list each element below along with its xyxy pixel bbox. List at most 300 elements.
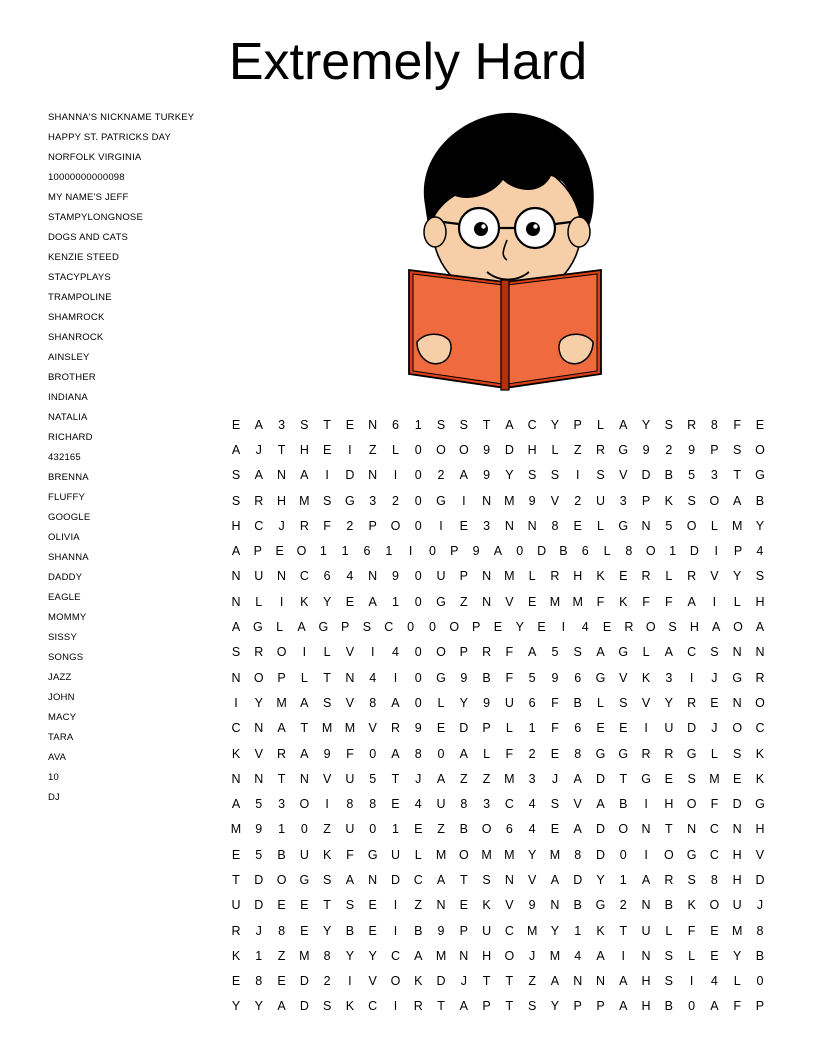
grid-cell: O: [299, 797, 310, 812]
grid-cell: Z: [437, 822, 445, 837]
grid-cell: I: [393, 898, 398, 913]
grid-cell: M: [321, 721, 333, 736]
grid-cell: 3: [619, 493, 627, 508]
grid-cell: I: [325, 468, 329, 483]
grid-cell: O: [276, 645, 287, 660]
grid-cell: A: [527, 645, 537, 660]
grid-cell: T: [391, 771, 400, 786]
grid-cell: O: [709, 898, 720, 913]
grid-cell: 0: [414, 518, 422, 533]
grid-cell: O: [618, 822, 629, 837]
grid-cell: L: [665, 923, 673, 938]
grid-cell: O: [436, 442, 446, 457]
grid-cell: C: [504, 797, 514, 812]
grid-cell: Y: [641, 417, 651, 432]
grid-cell: S: [664, 974, 674, 989]
grid-cell: 8: [414, 746, 422, 761]
word-list-item: SONGS: [48, 652, 84, 663]
grid-cell: C: [687, 645, 697, 660]
grid-cell: R: [641, 569, 651, 584]
grid-cell: 9: [642, 442, 650, 457]
grid-cell: V: [619, 468, 628, 483]
grid-cell: B: [755, 948, 765, 963]
grid-cell: E: [277, 898, 286, 913]
grid-cell: E: [322, 442, 332, 457]
grid-cell: O: [436, 645, 446, 660]
grid-cell: A: [619, 417, 628, 432]
grid-cell: 0: [414, 645, 422, 660]
word-list-item: TRAMPOLINE: [48, 292, 112, 303]
grid-cell: V: [641, 695, 651, 710]
grid-cell: E: [664, 771, 674, 786]
grid-cell: A: [231, 442, 241, 457]
word-list-item: STACYPLAYS: [48, 272, 111, 283]
grid-row: [228, 994, 768, 1019]
word-list-item: SHAMROCK: [48, 312, 105, 323]
grid-cell: F: [346, 746, 354, 761]
grid-cell: C: [413, 872, 423, 887]
grid-row: [228, 488, 768, 513]
grid-cell: 1: [619, 872, 627, 887]
grid-cell: M: [549, 594, 561, 609]
grid-cell: Z: [482, 771, 491, 786]
grid-cell: I: [393, 923, 398, 938]
grid-cell: S: [550, 797, 560, 812]
grid-cell: E: [550, 822, 560, 837]
grid-cell: 1: [391, 822, 399, 837]
grid-row: [228, 463, 768, 488]
grid-cell: 0: [369, 822, 377, 837]
grid-cell: 5: [255, 797, 263, 812]
grid-cell: P: [573, 417, 582, 432]
grid-cell: A: [297, 620, 306, 635]
word-list-item: DOGS AND CATS: [48, 232, 129, 243]
grid-cell: A: [550, 872, 560, 887]
grid-cell: L: [710, 746, 718, 761]
grid-cell: N: [277, 569, 287, 584]
grid-cell: T: [459, 872, 468, 887]
grid-cell: K: [687, 898, 696, 913]
grid-cell: N: [368, 468, 378, 483]
word-list-item: BRENNA: [48, 472, 89, 483]
grid-cell: 1: [341, 544, 349, 559]
word-list-item: 432165: [48, 452, 81, 463]
grid-cell: F: [642, 594, 650, 609]
grid-cell: D: [436, 974, 446, 989]
grid-cell: 0: [414, 594, 422, 609]
grid-cell: 1: [669, 544, 677, 559]
grid-cell: L: [642, 645, 650, 660]
grid-cell: N: [504, 518, 514, 533]
grid-cell: S: [664, 417, 674, 432]
grid-cell: E: [459, 518, 468, 533]
grid-cell: 2: [391, 493, 399, 508]
word-list-item: MOMMY: [48, 612, 87, 623]
grid-cell: U: [595, 493, 606, 508]
grid-cell: G: [318, 620, 329, 635]
grid-cell: A: [300, 695, 309, 710]
grid-cell: F: [733, 999, 741, 1014]
grid-cell: A: [712, 620, 721, 635]
grid-cell: 9: [437, 923, 445, 938]
grid-cell: L: [597, 417, 604, 432]
grid-cell: 3: [483, 797, 491, 812]
grid-row: [228, 614, 768, 639]
grid-cell: M: [549, 847, 561, 862]
grid-cell: S: [231, 645, 241, 660]
grid-cell: I: [462, 493, 466, 508]
grid-cell: 9: [414, 721, 422, 736]
grid-cell: S: [687, 493, 696, 508]
grid-cell: B: [414, 923, 423, 938]
grid-cell: I: [370, 645, 375, 660]
grid-cell: C: [709, 847, 719, 862]
grid-cell: C: [390, 948, 400, 963]
grid-cell: Y: [550, 417, 560, 432]
grid-cell: L: [733, 594, 741, 609]
grid-cell: B: [755, 493, 765, 508]
grid-cell: O: [686, 518, 697, 533]
grid-cell: J: [711, 670, 718, 685]
grid-cell: T: [437, 999, 445, 1014]
grid-cell: 3: [710, 468, 718, 483]
grid-cell: O: [663, 847, 674, 862]
grid-cell: 8: [369, 695, 377, 710]
grid-cell: 4: [528, 822, 536, 837]
grid-cell: E: [710, 948, 719, 963]
grid-cell: L: [603, 544, 611, 559]
grid-cell: Y: [755, 518, 765, 533]
grid-cell: L: [276, 620, 284, 635]
grid-cell: S: [733, 746, 742, 761]
grid-cell: U: [641, 923, 651, 938]
word-list-item: DJ: [48, 792, 61, 803]
grid-cell: 2: [574, 493, 582, 508]
grid-row: [228, 640, 768, 665]
grid-cell: R: [664, 872, 674, 887]
word-list-item: AINSLEY: [48, 352, 90, 363]
grid-cell: S: [573, 645, 582, 660]
grid-cell: I: [393, 999, 398, 1014]
grid-cell: E: [710, 695, 719, 710]
grid-cell: V: [322, 771, 332, 786]
grid-cell: F: [551, 721, 559, 736]
grid-cell: S: [459, 417, 468, 432]
grid-cell: F: [710, 797, 719, 812]
grid-cell: N: [299, 771, 309, 786]
grid-cell: T: [300, 721, 309, 736]
grid-cell: U: [390, 847, 400, 862]
grid-cell: S: [619, 695, 628, 710]
grid-cell: 6: [581, 544, 589, 559]
grid-cell: 6: [323, 569, 331, 584]
grid-cell: A: [573, 822, 582, 837]
grid-cell: I: [575, 468, 580, 483]
grid-cell: E: [231, 974, 241, 989]
grid-cell: A: [459, 468, 468, 483]
grid-cell: H: [573, 569, 583, 584]
grid-cell: A: [596, 948, 605, 963]
grid-cell: S: [687, 771, 696, 786]
grid-cell: E: [231, 417, 241, 432]
grid-cell: J: [460, 974, 467, 989]
grid-cell: H: [482, 948, 492, 963]
grid-cell: G: [618, 645, 629, 660]
grid-cell: 3: [665, 670, 673, 685]
grid-cell: M: [299, 493, 310, 508]
grid-cell: V: [345, 645, 355, 660]
grid-cell: Y: [733, 948, 742, 963]
word-list-item: OLIVIA: [48, 532, 80, 543]
grid-cell: P: [641, 493, 651, 508]
grid-cell: N: [550, 898, 560, 913]
grid-cell: Z: [277, 948, 286, 963]
grid-cell: A: [493, 544, 503, 559]
grid-cell: R: [687, 695, 697, 710]
grid-cell: C: [299, 569, 309, 584]
grid-cell: 3: [278, 797, 286, 812]
grid-cell: F: [596, 594, 605, 609]
grid-cell: 0: [414, 468, 422, 483]
grid-cell: H: [277, 493, 287, 508]
grid-cell: N: [732, 822, 742, 837]
grid-cell: C: [368, 999, 378, 1014]
grid-cell: P: [710, 442, 719, 457]
word-list-item: GOOGLE: [48, 512, 91, 523]
grid-cell: 8: [574, 847, 582, 862]
grid-cell: J: [415, 771, 422, 786]
grid-cell: A: [254, 468, 263, 483]
grid-cell: Y: [231, 999, 241, 1014]
grid-cell: U: [732, 898, 742, 913]
grid-cell: P: [471, 620, 481, 635]
word-list-item: MACY: [48, 712, 77, 723]
grid-cell: 4: [581, 620, 589, 635]
grid-cell: 9: [391, 569, 399, 584]
grid-cell: K: [231, 948, 241, 963]
grid-cell: 9: [483, 442, 491, 457]
grid-cell: I: [689, 974, 694, 989]
grid-cell: E: [459, 898, 468, 913]
grid-cell: 6: [505, 822, 513, 837]
grid-cell: I: [712, 594, 717, 609]
grid-cell: U: [345, 771, 355, 786]
grid-cell: S: [596, 468, 605, 483]
grid-cell: A: [641, 872, 651, 887]
grid-cell: D: [299, 974, 309, 989]
grid-cell: D: [299, 999, 309, 1014]
grid-cell: A: [414, 948, 423, 963]
grid-cell: O: [276, 872, 287, 887]
grid-cell: L: [551, 442, 559, 457]
grid-cell: S: [710, 645, 719, 660]
grid-cell: S: [664, 948, 674, 963]
grid-cell: M: [435, 847, 447, 862]
grid-cell: S: [231, 468, 241, 483]
grid-row: [228, 791, 768, 816]
grid-cell: L: [710, 518, 718, 533]
grid-cell: E: [602, 620, 612, 635]
word-list-item: AVA: [48, 752, 67, 763]
grid-cell: 2: [323, 974, 331, 989]
grid-cell: E: [596, 721, 605, 736]
grid-cell: I: [393, 468, 398, 483]
grid-cell: 1: [574, 923, 582, 938]
grid-cell: 4: [369, 670, 377, 685]
grid-cell: L: [300, 670, 308, 685]
grid-cell: N: [254, 721, 264, 736]
grid-cell: K: [231, 746, 241, 761]
grid-cell: N: [641, 822, 651, 837]
grid-cell: D: [732, 797, 742, 812]
grid-cell: R: [755, 670, 765, 685]
grid-cell: N: [482, 569, 492, 584]
word-list-item: TARA: [48, 732, 74, 743]
grid-cell: 8: [574, 746, 582, 761]
grid-cell: K: [755, 771, 765, 786]
grid-cell: G: [755, 468, 765, 483]
grid-cell: A: [231, 544, 241, 559]
grid-cell: A: [619, 974, 628, 989]
word-list-item: SISSY: [48, 632, 77, 643]
grid-cell: R: [254, 493, 264, 508]
grid-cell: R: [687, 417, 697, 432]
grid-cell: G: [641, 771, 651, 786]
grid-cell: 4: [346, 569, 354, 584]
grid-cell: K: [345, 999, 355, 1014]
grid-cell: P: [596, 999, 605, 1014]
grid-cell: J: [255, 442, 262, 457]
grid-cell: T: [232, 872, 240, 887]
grid-cell: 0: [428, 544, 436, 559]
grid-cell: V: [755, 847, 765, 862]
grid-cell: 4: [710, 974, 718, 989]
boy-reading-book-illustration: [355, 110, 655, 400]
grid-cell: 0: [407, 620, 415, 635]
grid-cell: D: [595, 771, 606, 786]
word-list-item: JOHN: [48, 692, 75, 703]
grid-cell: O: [253, 670, 264, 685]
grid-cell: T: [277, 771, 286, 786]
grid-cell: O: [732, 721, 743, 736]
grid-cell: 6: [528, 695, 536, 710]
grid-cell: E: [345, 417, 355, 432]
grid-cell: 0: [756, 974, 764, 989]
grid-cell: A: [231, 797, 241, 812]
grid-cell: V: [345, 695, 355, 710]
grid-cell: S: [482, 872, 491, 887]
grid-cell: D: [595, 847, 606, 862]
grid-cell: 2: [528, 746, 536, 761]
grid-cell: G: [595, 898, 606, 913]
grid-cell: A: [391, 746, 400, 761]
grid-cell: S: [436, 417, 446, 432]
grid-cell: G: [686, 847, 697, 862]
grid-cell: S: [527, 468, 537, 483]
grid-cell: I: [279, 594, 284, 609]
grid-cell: 0: [414, 493, 422, 508]
grid-cell: U: [254, 569, 264, 584]
word-list-item: SHANNA'S NICKNAME TURKEY: [48, 112, 195, 123]
grid-row: [228, 867, 768, 892]
grid-cell: R: [277, 746, 287, 761]
grid-cell: U: [345, 822, 355, 837]
grid-cell: G: [367, 847, 378, 862]
word-list-item: JAZZ: [48, 672, 72, 683]
grid-cell: 8: [756, 923, 764, 938]
grid-cell: K: [664, 493, 674, 508]
grid-cell: A: [550, 974, 560, 989]
grid-cell: 0: [300, 822, 308, 837]
grid-cell: L: [688, 948, 696, 963]
grid-cell: L: [505, 721, 513, 736]
grid-cell: P: [340, 620, 350, 635]
grid-cell: H: [664, 797, 674, 812]
grid-row: [228, 943, 768, 968]
grid-cell: U: [482, 923, 492, 938]
grid-cell: H: [641, 974, 651, 989]
grid-cell: D: [504, 442, 514, 457]
grid-cell: L: [483, 746, 491, 761]
grid-row: [228, 690, 768, 715]
grid-cell: A: [687, 594, 696, 609]
grid-cell: M: [731, 518, 743, 533]
grid-cell: A: [277, 721, 286, 736]
grid-cell: 2: [665, 442, 673, 457]
grid-cell: N: [482, 594, 492, 609]
grid-cell: S: [550, 468, 560, 483]
grid-cell: M: [504, 569, 515, 584]
grid-cell: 5: [665, 518, 673, 533]
grid-cell: H: [641, 999, 651, 1014]
grid-cell: L: [665, 569, 673, 584]
grid-cell: K: [482, 898, 491, 913]
grid-cell: T: [323, 898, 331, 913]
grid-cell: U: [436, 569, 446, 584]
grid-cell: D: [595, 822, 606, 837]
word-list-item: INDIANA: [48, 392, 88, 403]
grid-cell: B: [573, 898, 582, 913]
grid-cell: G: [595, 670, 606, 685]
grid-cell: I: [439, 518, 443, 533]
grid-cell: I: [644, 721, 648, 736]
grid-cell: A: [459, 999, 468, 1014]
grid-cell: N: [504, 872, 514, 887]
grid-cell: P: [253, 544, 262, 559]
word-list-item: NATALIA: [48, 412, 88, 423]
grid-cell: M: [504, 493, 515, 508]
grid-cell: M: [504, 771, 515, 786]
grid-cell: Y: [254, 695, 263, 710]
grid-cell: Y: [254, 999, 263, 1014]
grid-cell: 3: [278, 417, 286, 432]
grid-cell: 1: [528, 721, 536, 736]
grid-cell: A: [755, 620, 765, 635]
grid-cell: B: [345, 923, 355, 938]
grid-cell: 5: [688, 468, 696, 483]
grid-cell: V: [527, 872, 537, 887]
grid-cell: M: [526, 923, 538, 938]
grid-cell: N: [368, 417, 378, 432]
grid-cell: B: [277, 847, 286, 862]
grid-cell: 0: [428, 620, 436, 635]
grid-cell: B: [559, 544, 568, 559]
grid-row: [228, 918, 768, 943]
grid-cell: F: [346, 847, 354, 862]
grid-cell: 8: [346, 797, 354, 812]
grid-cell: E: [550, 746, 560, 761]
grid-cell: 8: [369, 797, 377, 812]
